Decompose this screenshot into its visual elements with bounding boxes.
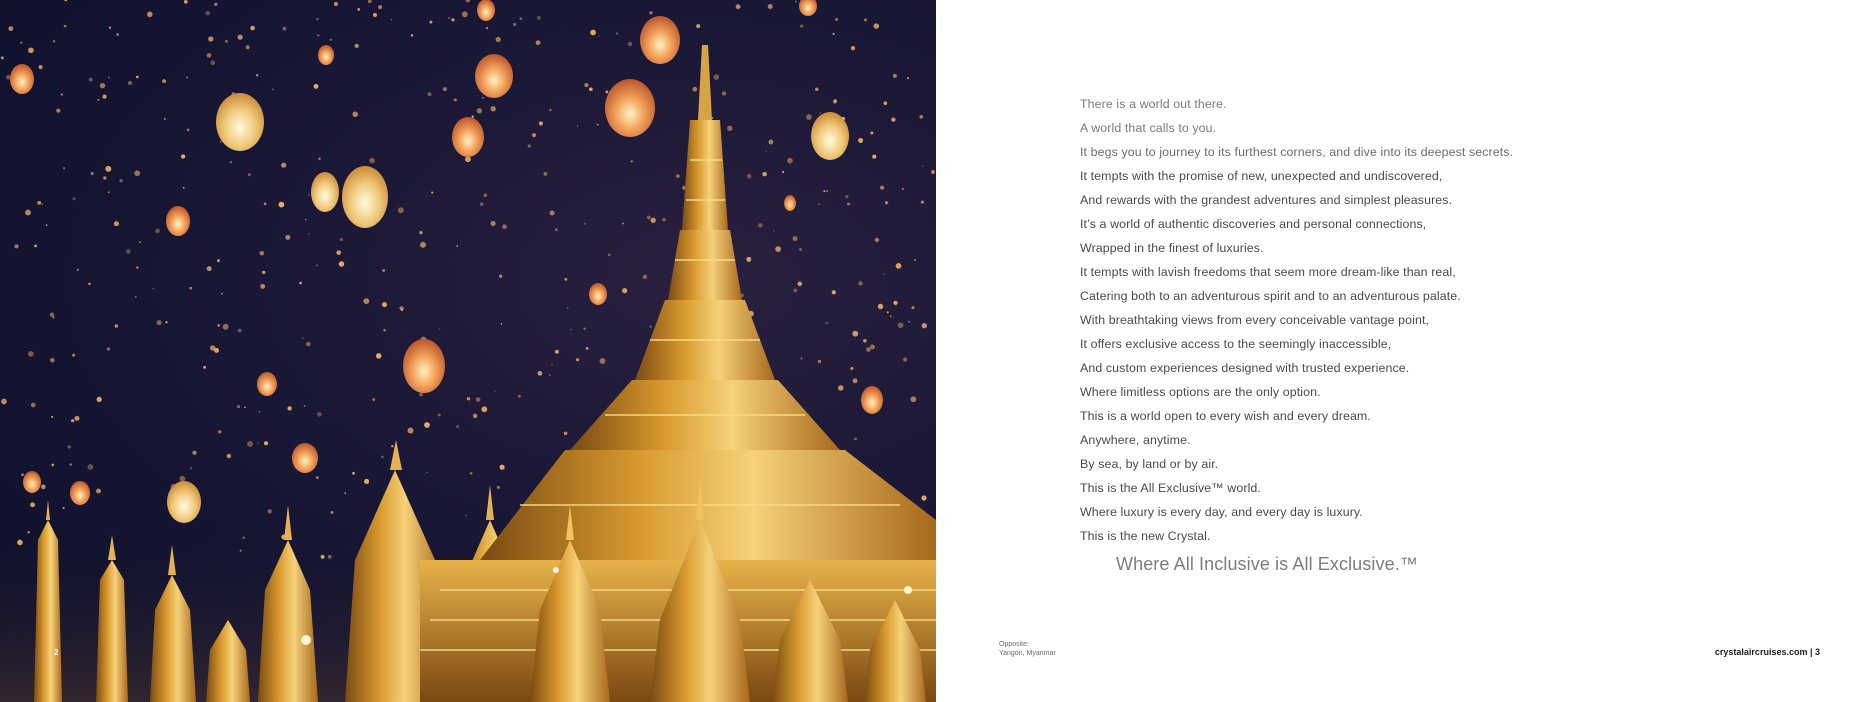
manifesto-line: It offers exclusive access to the seemingly inaccessible, xyxy=(1080,337,1392,351)
caption-location: Yangon, Myanmar xyxy=(999,650,1056,657)
manifesto-line: Catering both to an adventurous spirit and to an adventurous palate. xyxy=(1080,289,1461,303)
manifesto-line: It’s a world of authentic discoveries and personal connections, xyxy=(1080,217,1427,231)
manifesto-line: This is the All Exclusive™ world. xyxy=(1080,481,1261,495)
manifesto-line: This is the new Crystal. xyxy=(1080,529,1211,543)
manifesto-line: It tempts with the promise of new, unexpected and undiscovered, xyxy=(1080,169,1443,183)
manifesto-line: Where luxury is every day, and every day is luxury. xyxy=(1080,505,1363,519)
manifesto-line: This is a world open to every wish and every dream. xyxy=(1080,409,1371,423)
manifesto-line: There is a world out there. xyxy=(1080,97,1227,111)
manifesto-line: It begs you to journey to its furthest corners, and dive into its deepest secrets. xyxy=(1080,145,1514,159)
caption-label: Opposite: xyxy=(999,641,1029,648)
page-number-left: 2 xyxy=(54,648,59,657)
manifesto-line: It tempts with lavish freedoms that seem more dream-like than real, xyxy=(1080,265,1456,279)
manifesto-line: A world that calls to you. xyxy=(1080,121,1217,135)
tagline: Where All Inclusive is All Exclusive.™ xyxy=(1116,554,1418,574)
manifesto-line: And rewards with the grandest adventures and simplest pleasures. xyxy=(1080,193,1453,207)
manifesto-line: And custom experiences designed with trusted experience. xyxy=(1080,361,1410,375)
manifesto-line: Anywhere, anytime. xyxy=(1080,433,1191,447)
manifesto-line: Where limitless options are the only option. xyxy=(1080,385,1321,399)
manifesto-text xyxy=(1080,92,1700,548)
manifesto-line: Wrapped in the finest of luxuries. xyxy=(1080,241,1264,255)
photo-caption xyxy=(999,640,1056,658)
manifesto-line: With breathtaking views from every conceivable vantage point, xyxy=(1080,313,1430,327)
text-page xyxy=(936,0,1872,702)
footer-url-page-number: crystalaircruises.com | 3 xyxy=(1714,647,1820,657)
manifesto-line: By sea, by land or by air. xyxy=(1080,457,1219,471)
